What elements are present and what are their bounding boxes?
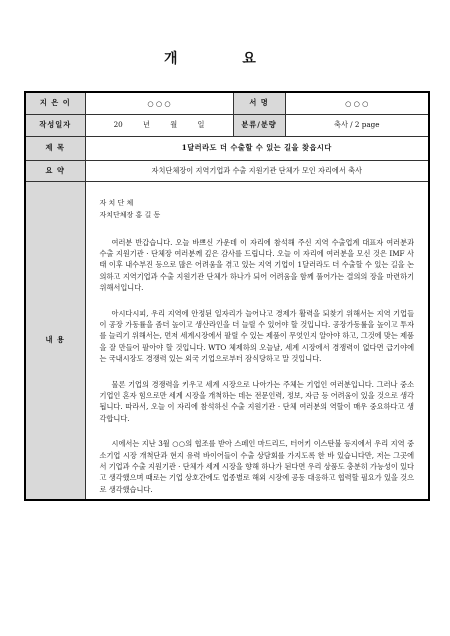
label-date: 작성일자 [25, 114, 85, 136]
overview-form [24, 91, 430, 501]
date-value: 20 년 월 일 [85, 114, 233, 136]
row-content [25, 181, 429, 500]
content-org: 자 치 단 체 [99, 198, 134, 207]
content-paragraph-1: 여러분 반갑습니다. 오늘 바쁘신 가운데 이 자리에 참석해 주신 지역 수출업계 대표자 여러분과 수출 지원기관 · 단체장 여러분께 깊은 감사를 드립니다. 오늘 이 자리에 여러분을 모신 것은 IMF 사태 이후 내수부진 등으로 많은 어려움을 겪고 있는 지역 기업이 1달러라도 더 수출할 수 있는 길을 논의하고 지역기업과 수출 지원기관 단체가 하나가 되어 어려움을 함께 풀어가는 결의의 장을 마련하기 위해서입니다. [99, 237, 415, 293]
book-title-value: ○ ○ ○ [285, 92, 429, 114]
label-content: 내 용 [25, 181, 85, 500]
subject-value: 1달러라도 더 수출할 수 있는 길을 찾읍시다 [85, 136, 429, 160]
content-paragraph-3: 물론 기업의 경쟁력을 키우고 세계 시장으로 나아가는 주체는 기업인 여러분입니다. 그러나 중소기업인 혼자 힘으로만 세계 시장을 개척하는 데는 전문인력, 정보, 자금 등 어려움이 있을 것으로 생각됩니다. 따라서, 오늘 이 자리에 참석하신 수출 지원기관 · 단체 여러분의 역할이 매우 중요하다고 생각합니다. [99, 379, 415, 423]
category-value: 축사 / 2 page [285, 114, 429, 136]
content-paragraph-2: 아시다시피, 우리 지역에 안정된 일자리가 늘어나고 경제가 활력을 되찾기 위해서는 지역 기업들이 공장 가동률을 좀더 높이고 생산라인을 더 늘릴 수 있어야 할 것입니다. 공장가동률을 높이고 투자를 늘리기 위해서는, 먼저 세계시장에서 팔릴 수 있는 제품이 무엇인지 알아야 하고, 그것에 맞는 제품을 잘 만들어 팔아야 할 것입니다. WTO 체제하의 오늘날, 세계 시장에서 경쟁력이 없다면 급기야에는 국내시장도 경쟁력 있는 외국 기업으로부터 잠식당하고 말 것입니다. [99, 308, 415, 364]
label-author: 지 은 이 [25, 92, 85, 114]
summary-value: 자치단체장이 지역기업과 수출 지원기관 단체가 모인 자리에서 축사 [85, 160, 429, 181]
row-date [25, 114, 429, 136]
row-summary [25, 160, 429, 181]
content-body [85, 181, 429, 500]
label-book-title: 서 명 [233, 92, 285, 114]
page-title: 개 요 [164, 51, 286, 67]
author-value: ○ ○ ○ [85, 92, 233, 114]
content-paragraph-4: 시에서는 지난 3월 ○○의 협조를 받아 스페인 마드리드, 터어키 이스탄불 등지에서 우리 지역 중소기업 시장 개척단과 현지 유력 바이어들이 수출 상담회를 가지도록 한 바 있습니다만, 저는 그곳에서 기업과 수출 지원기관 · 단체가 세계 시장을 향해 하나가 된다면 우리 상품도 충분히 가능성이 있다고 생각했으며 때로는 기업 상호간에도 업종별로 해외 시장에 공동 대응하고 협력할 필요가 있을 것으로 생각했습니다. [99, 439, 415, 494]
label-summary: 요 약 [25, 160, 85, 181]
content-speaker: 자치단체장 홍 길 동 [99, 210, 161, 219]
row-speaker [25, 92, 429, 114]
label-category: 분류/분량 [233, 114, 285, 136]
row-subject [25, 136, 429, 160]
label-subject: 제 목 [25, 136, 85, 160]
